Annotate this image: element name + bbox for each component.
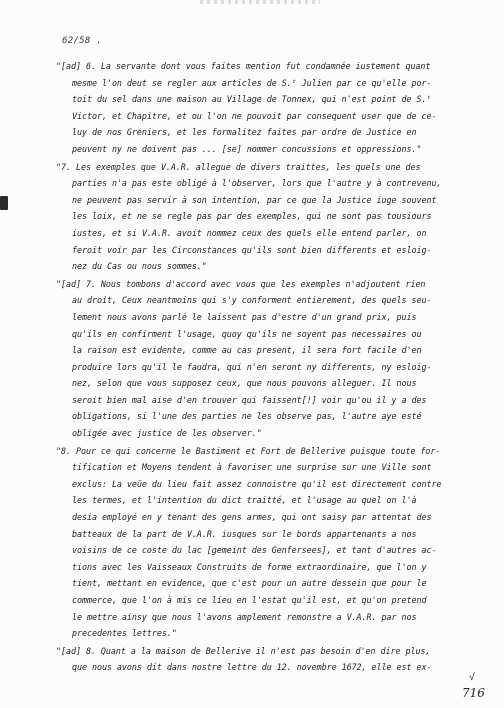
text-line: batteaux de la part de V.A.R. iusques sur le bords appartenants a nos xyxy=(72,528,417,539)
text-line: les loix, et ne se regle pas par des exemples, qui ne sont pas tousiours xyxy=(72,211,432,222)
text-line: mesme l'on deut se regler aux articles de S.ᵗ Julien par ce qu'elle por- xyxy=(72,77,432,88)
folio-number: 716 xyxy=(462,686,485,700)
paragraph xyxy=(56,643,476,676)
text-line: exclus: La veüe du lieu fait assez connoistre qu'il est directement contre xyxy=(72,478,442,489)
text-line: nez, selon que vous supposez ceux, que nous pouvons alleguer. Il nous xyxy=(72,378,417,389)
text-line: peuvent ny ne doivent pas ... [se] nommer concussions et oppressions." xyxy=(72,143,422,154)
text-line: que nous avons dit dans nostre lettre du 12. novembre 1672, elle est ex- xyxy=(72,662,432,673)
paragraph xyxy=(56,58,476,158)
text-line: au droit, Ceux neantmoins qui s'y conforment entierement, des quels seu- xyxy=(72,295,432,306)
paragraph xyxy=(56,443,476,642)
text-line: "7. Les exemples que V.A.R. allegue de divers traittes, les quels une des xyxy=(56,161,421,172)
text-line: "[ad] 6. La servante dont vous faites mention fut condamnée iustement quant xyxy=(56,61,431,71)
text-line: luy de nos Greniers, et les formalitez faites par ordre de Justice en xyxy=(72,127,417,138)
paragraph xyxy=(56,276,476,442)
text-line: voisins de ce coste du lac [gemeint des Genfersees], et tant d'autres ac- xyxy=(72,545,437,556)
text-line: le mettre ainsy que nous l'avons amplement remonstre a V.A.R. par nos xyxy=(72,611,417,622)
page-reference: 62/58 . xyxy=(62,36,103,46)
text-line: commerce, que l'on à mis ce lieu en l'estat qu'il est, et qu'on pretend xyxy=(72,595,427,605)
text-line: desia employé en y tenant des gens armes, qui ont saisy par attentat des xyxy=(72,512,432,523)
document-body xyxy=(56,58,476,677)
text-line: "8. Pour ce qui concerne le Bastiment et Fort de Bellerive puisque toute for- xyxy=(56,445,441,456)
text-line: iustes, et si V.A.R. avoit nommez ceux des quels elle entend parler, on xyxy=(72,227,427,238)
text-line: "[ad] 7. Nous tombons d'accord avec vous que les exemples n'adjoutent rien xyxy=(56,278,426,289)
text-line: feroit voir par les Circonstances qu'ils sont bien differents et esloig- xyxy=(72,244,432,255)
text-line: nez du Cas ou nous sommes." xyxy=(72,261,207,272)
text-line: produire lors qu'il le faudra, qui n'en seront ny differents, ny esloig- xyxy=(72,361,432,372)
text-line: tient, mettant en evidence, que c'est pour un autre dessein que pour le xyxy=(72,578,427,589)
text-line: "[ad] 8. Quant a la maison de Bellerive il n'est pas besoin d'en dire plus, xyxy=(56,645,431,656)
text-line: seroit bien mal aise d'en trouver qui faissent[!] voir qu'ou il y a des xyxy=(72,394,427,405)
text-line: parties n'a pas este obligé à l'observer, lors que l'autre y à contrevenu, xyxy=(72,178,442,189)
text-line: qu'ils en confirment l'usage, quoy qu'ils ne soyent pas necessaires ou xyxy=(72,328,422,339)
text-line: ne peuvent pas servir à son intention, par ce que la Justice iuge souvent xyxy=(72,194,437,205)
text-line: Victor, et Chapitre, et ou l'on ne pouvoit par consequent user que de ce- xyxy=(72,110,437,121)
text-line: obligations, si l'une des parties ne les observe pas, l'autre aye esté xyxy=(72,411,422,422)
paragraph xyxy=(56,159,476,275)
text-line: lement nous avons parlé le laissent pas d'estre d'un grand prix, puis xyxy=(72,311,417,322)
binding-mark xyxy=(0,196,8,210)
text-line: precedentes lettres." xyxy=(72,628,177,639)
text-line: les termes, et l'intention du dict traitté, et l'usage au quel on l'à xyxy=(72,495,417,506)
text-line: la raison est evidente, comme au cas present, il sera fort facile d'en xyxy=(72,345,422,356)
text-line: obligée avec justice de les observer." xyxy=(72,428,262,439)
scan-artifact xyxy=(200,0,320,4)
text-line: tions avec les Vaisseaux Construits de forme extraordinaire, que l'on y xyxy=(72,561,427,572)
text-line: toit du sel dans une maison au Village de Tonnex, qui n'est point de S.ᵗ xyxy=(72,94,432,105)
text-line: tification et Moyens tendent à favoriser une surprise sur une Ville sont xyxy=(72,462,432,473)
folio-check-mark: √ xyxy=(469,672,476,683)
